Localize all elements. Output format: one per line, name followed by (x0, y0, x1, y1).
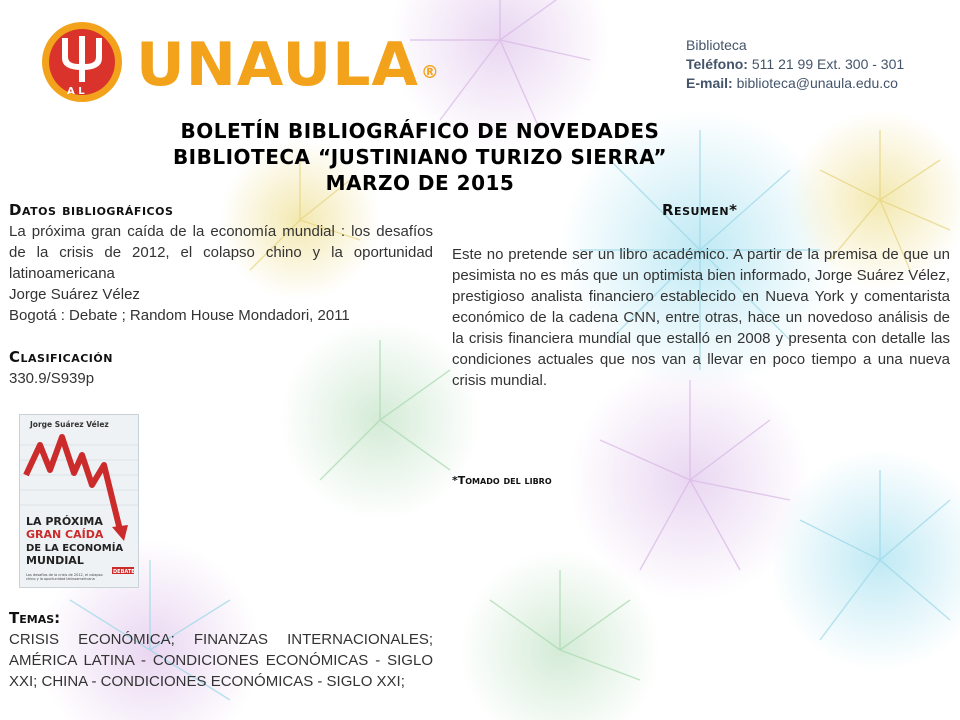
cover-title-4: MUNDIAL (26, 554, 84, 567)
phone-value: 511 21 99 Ext. 300 - 301 (751, 56, 905, 72)
temas-text: CRISIS ECONÓMICA; FINANZAS INTERNACIONALES; AMÉRICA LATINA - CONDICIONES ECONÓMICAS - SIGLO XXI; CHINA - CONDICIONES ECONÓMICAS - SIGLO XXI; (9, 631, 433, 690)
cover-author: Jorge Suárez Vélez (30, 420, 109, 429)
call-number: 330.9/S939p (9, 370, 95, 387)
clasificacion-heading: Clasificación (9, 348, 113, 366)
title-line-3: MARZO DE 2015 (325, 171, 515, 195)
cover-title-1: LA PRÓXIMA (26, 515, 103, 528)
source-note: *Tomado del libro (452, 474, 552, 487)
logo-wordmark (136, 30, 440, 100)
library-contact (686, 36, 904, 93)
logo-wordmark-text: UNAULA (136, 30, 419, 100)
unaula-logo (40, 20, 440, 105)
book-title: La próxima gran caída de la economía mundial : los desafíos de la crisis de 2012, el colapso chino y la oportunidad latinoamericana (9, 223, 433, 282)
contact-phone (686, 55, 904, 74)
bulletin-title (0, 118, 840, 196)
topics-section (9, 608, 433, 692)
book-cover (19, 414, 139, 588)
book-author: Jorge Suárez Vélez (9, 286, 140, 303)
contact-library: Biblioteca (686, 37, 747, 53)
resumen-text: Este no pretende ser un libro académico. A partir de la premisa de que un pesimista no es más que un optimista bien informado, Jorge Suárez Vélez, prestigioso analista financiero establecido en Nueva York y comentarista económico de la cadena CNN, entre otras, hace un novedoso análisis de la crisis financiera mundial que estalló en 2008 y presenta con detalle las condiciones actuales que nos van a llevar en poco tiempo a una nueva crisis mundial. (452, 246, 950, 389)
cover-title-3: DE LA ECONOMÍA (26, 543, 124, 554)
contact-email (686, 74, 904, 93)
title-line-1: BOLETÍN BIBLIOGRÁFICO DE NOVEDADES (180, 119, 660, 143)
cover-subtitle: Los desafíos de la crisis de 2012, el colapso chino y la oportunidad latinoamericana (26, 573, 103, 581)
book-publisher: Bogotá : Debate ; Random House Mondadori, 2011 (9, 307, 350, 324)
title-line-2: BIBLIOTECA “JUSTINIANO TURIZO SIERRA” (172, 145, 668, 169)
datos-heading: Datos bibliográficos (9, 201, 174, 219)
temas-heading: Temas: (9, 609, 61, 627)
logo-subtext: A L (67, 86, 85, 97)
phone-label: Teléfono: (686, 56, 748, 72)
email-label: E-mail: (686, 75, 733, 91)
email-value[interactable]: biblioteca@unaula.edu.co (736, 75, 898, 91)
resumen-heading: Resumen* (662, 201, 738, 219)
registered-mark: ® (420, 62, 440, 83)
trident-emblem-icon (40, 20, 132, 104)
cover-publisher: DEBATE (113, 569, 135, 575)
bibliographic-data (9, 200, 433, 389)
book-cover-art (20, 415, 138, 587)
cover-title-2: GRAN CAÍDA (26, 528, 104, 541)
